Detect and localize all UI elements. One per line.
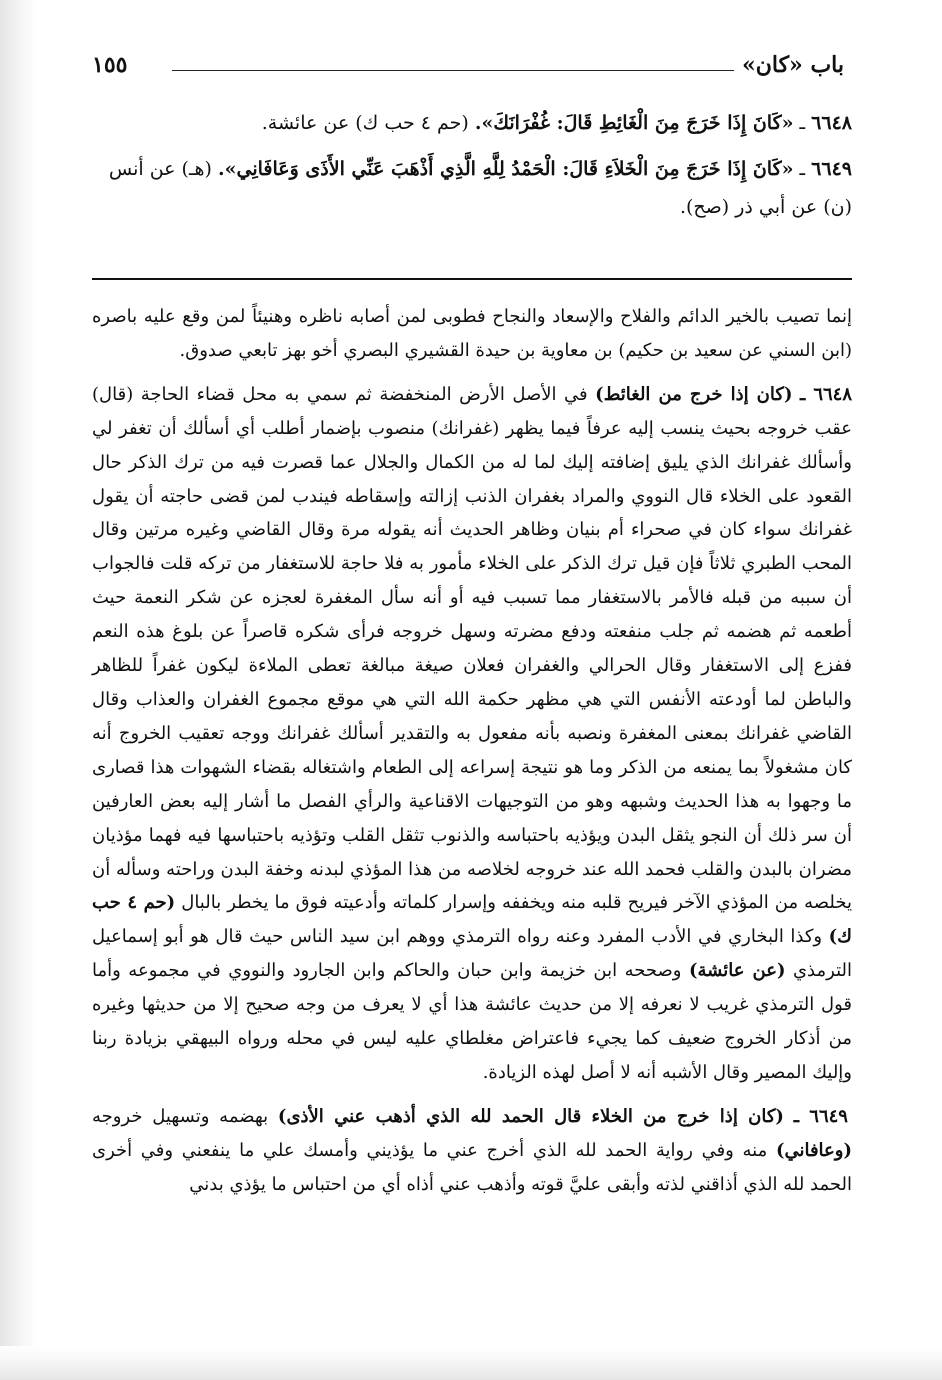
running-header [92,50,852,84]
commentary-lead: (كان إذا خرج من الخلاء قال الحمد لله الذي أذهب عني الأذى) [277,1105,784,1127]
commentary-lead: (وعافاني) [775,1139,852,1161]
page-number: ١٥٥ [92,52,128,78]
commentary-body: وصححه ابن خزيمة وابن حبان والحاكم وابن الجارود والنووي في مجموعه وأما قول الترمذي غريب لا نعرفه إلا من حديث عائشة هذا أي لا يعرف من وجه صحيح إلا من حديثها وغيره من أذكار الخروج ضعيف كما يجيء فاعتراض مغلطاي عليه ليس في محله ورواه البيهقي بزيادة ربنا وإليك المصير وقال الأشبه أنه لا أصل لهذه الزيادة. [92,960,852,1083]
commentary-body: في الأصل الأرض المنخفضة ثم سمي به محل قضاء الحاجة (قال) عقب خروجه بحيث ينسب إليه عرفاً فيما يظهر (غفرانك) منصوب بإضمار أطلب أي أسألك أن تغفر لي وأسألك غفرانك الذي يليق إضافته إليك لما له من الكمال والجلال عما قصرت فيه من ترك الذكر حال القعود على الخلاء قال النووي والمراد بغفران الذنب إزالته وإسقاطه فيندب لمن قضى حاجته أن يقول غفرانك سواء كان في صحراء أم بنيان وظاهر الحديث أنه يقوله مرة وقال القاضي وغيره مرتين وقال المحب الطبري ثلاثاً فإن قيل ترك الذكر على الخلاء مأمور به فلا حاجة للاستغفار من تركه قلت فالجواب أن سببه من قبله فالأمر بالاستغفار مما تسبب فيه أو أنه سأل المغفرة لعجزه عن شكر النعمة حيث أطعمه ثم هضمه ثم جلب منفعته ودفع مضرته وسهل خروجه فرأى شكره قاصراً عن بلوغ هذه النعم ففزع إلى الاستغفار وقال الحرالي والغفران فعلان صيغة مبالغة تعطى الملاءة ليكون غفراً للظاهر والباطن لما أودعته الأنفس التي هي مظهر حكمة الله التي هي موقع مجموع الغفران والعذاب وقال القاضي غفرانك بمعنى المغفرة ونصبه بأنه مفعول به والتقدير أسألك غفرانك ووجه تعقيب الخروج أنه كان مشغولاً بما يمنعه من الذكر وما هو نتيجة إسراعه إلى الطعام واشتغاله بقضاء الشهوات هذا قصارى ما وجهوا به هذا الحديث وشبهه وهو من التوجيهات الاقناعية والرأي الفصل ما أشار إليه بعض العارفين أن سر ذلك أن النجو يثقل البدن ويؤذيه باحتباسه والذنوب تثقل القلب وتؤذيه باحتباسها فيه فهما مؤذيان مضران بالبدن والقلب فحمد الله عند خروجه لخلاصه من هذا المؤذي لبدنه وخفة البدن وراحته وسأله أن يخلصه من المؤذي الآخر فيريح قلبه منه ويخففه وإسرار كلماته وأدعيته فوق ما يخطر بالبال [92,383,852,914]
header-rule [172,70,734,71]
page-edge-shadow-bottom [0,1346,942,1380]
commentary-source: (حم ٤ حب ك) [92,892,852,948]
commentary-body: وكذا البخاري في الأدب المفرد وعنه رواه الترمذي ووهم ابن سيد الناس حيث قال هو أبو إسماعيل الترمذي [92,926,852,982]
footnote-divider [92,278,852,280]
commentary-lead: (كان إذا خرج من الغائط) [595,383,793,405]
commentary-intro: إنما تصيب بالخير الدائم والفلاح والإسعاد والنجاح فطوبى لمن أصابه ناظره وهنيئاً لمن وقع عليه باصره (ابن السني عن سعيد بن حكيم) بن معاوية بن حيدة القشيري البصري أخو بهز تابعي صدوق. [92,306,852,361]
hadith-6649: ٦٦٤٩ ـ «كَانَ إِذَا خَرَجَ مِنَ الْخَلاَءِ قَالَ: الْحَمْدُ لِلَّهِ الَّذِي أَذْهَبَ عَنِّي الأَذَى وَعَافَانِي». (هـ) عن أنس (ن) عن أبي ذر (صح). [108,158,852,218]
commentary-number: ٦٦٤٨ ـ [799,383,852,405]
hadith-6648: ٦٦٤٨ ـ «كَانَ إِذَا خَرَجَ مِنَ الْغَائِطِ قَالَ: غُفْرَانَكَ». (حم ٤ حب ك) عن عائشة. [261,112,852,134]
chapter-title: باب «كان» [741,52,844,78]
commentary [92,300,852,1202]
commentary-body: بهضمه وتسهيل خروجه [92,1105,269,1127]
hadith-texts [92,104,852,234]
commentary-body: منه وفي رواية الحمد لله الذي أخرج عني ما يؤذيني وأمسك علي ما ينفعني وفي أخرى الحمد لله الذي أذاقني لذته وأبقى عليَّ قوته وأذهب عني أذاه أي من احتباس ما يؤذي بدني [92,1139,852,1195]
commentary-source: (عن عائشة) [689,960,786,982]
hadith-source: (حم ٤ حب ك) عن عائشة. [261,112,469,134]
page-edge-shadow-left [0,0,38,1380]
hadith-number: ٦٦٤٩ [811,158,852,180]
hadith-source: (هـ) عن أنس (ن) عن أبي ذر (صح). [108,158,852,218]
hadith-text: «كَانَ إِذَا خَرَجَ مِنَ الْخَلاَءِ قَالَ: الْحَمْدُ لِلَّهِ الَّذِي أَذْهَبَ عَنِّي الأَذَى وَعَافَانِي». [218,158,794,180]
commentary-6648 [92,378,852,1090]
commentary-6649 [92,1100,852,1202]
hadith-text: «كَانَ إِذَا خَرَجَ مِنَ الْغَائِطِ قَالَ: غُفْرَانَكَ». [474,112,794,134]
hadith-number: ٦٦٤٨ [811,112,852,134]
commentary-number: ٦٦٤٩ ـ [793,1105,848,1127]
